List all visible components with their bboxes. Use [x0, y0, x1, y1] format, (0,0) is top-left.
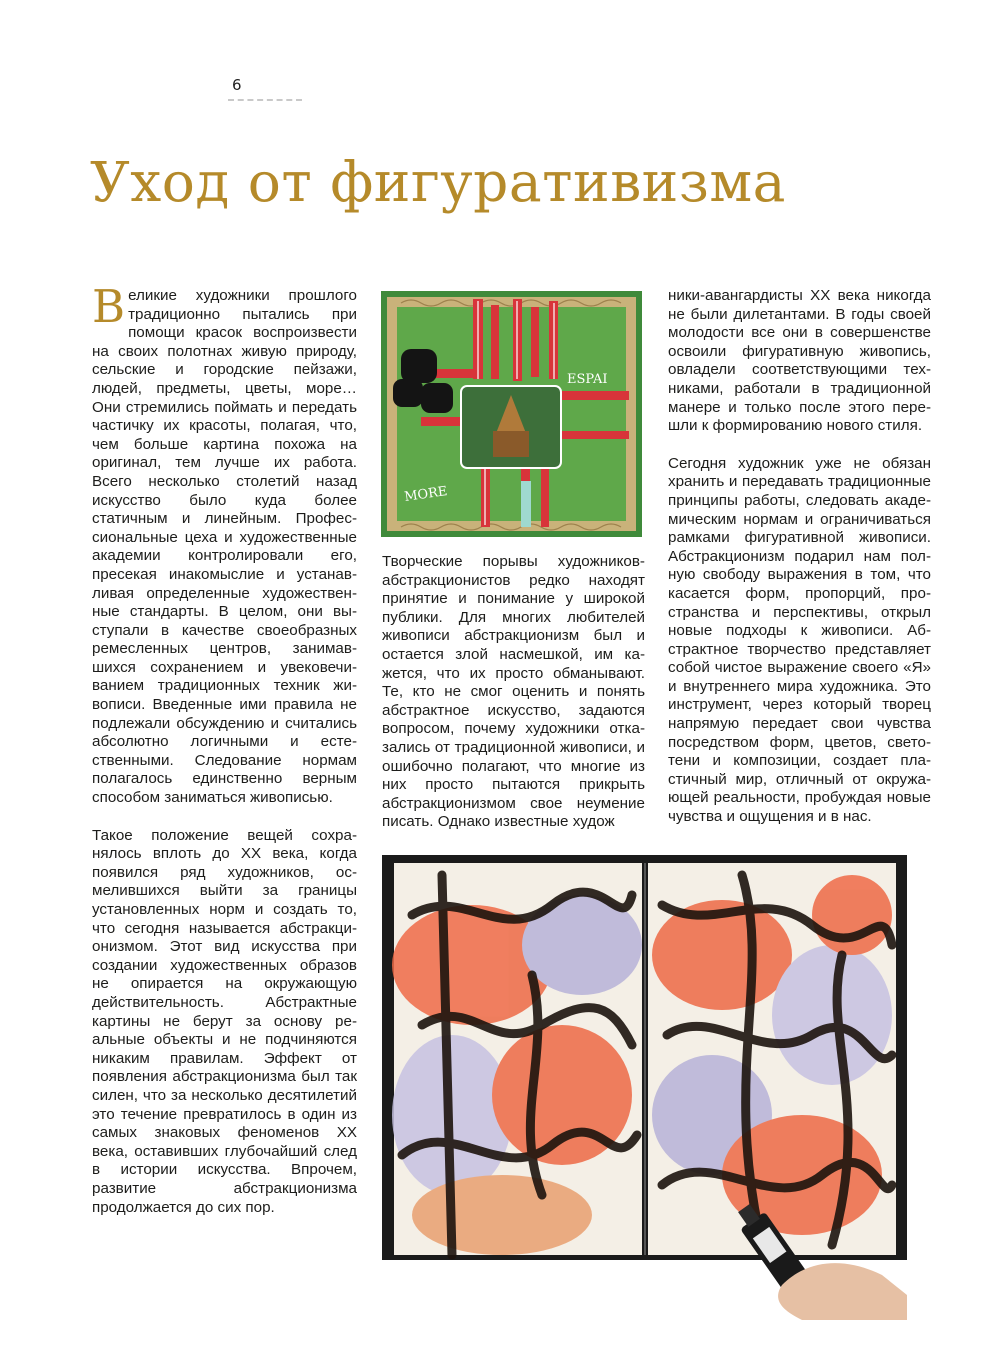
- drop-cap: В: [92, 280, 126, 333]
- paragraph: Творческие порывы художников-абстракционистов редко находят принятие и понимание у широкой публики. Для многих любителей живописи абстракционизм был и остается злой насмешкой, им кажется, что их просто обманывают. Те, кто не смог оценить и понять абстрактное искусство, задаются вопросом, почему художники отказались от традиционной живописи, и ошибочно полагают, что многие из них просто пытаются прикрыть абстракционизмом свое неумение писать. Однако известные худож: [382, 553, 645, 831]
- sketchbook-figure: [382, 855, 907, 1320]
- page-number-rule: [228, 99, 302, 101]
- page-title: Уход от фигуративизма: [90, 150, 786, 214]
- paragraph: ники-авангардисты XX века никогда не были дилетантами. В годы своей молодости все они в совершенстве освоили фигуративную живопись, овладели соответствующими техниками, работали в традиционной манере и только после этого перешли к формированию нового стиля.: [668, 287, 931, 435]
- paragraph: Такое положение вещей сохранялось вплоть до XX века, когда появился ряд художников, осмелившихся выйти за границы установленных норм и создать то, что сегодня называется абстракционизмом. Этот вид искусства при создании художественных образов не опирается на окружающую действительность. Абстрактные картины не берут за основу реальные объекты и не подчиняются никаким правилам. Эффект от появления абстракционизма был так силен, что за несколько десятилетий это течение превратилось в один из самых знаковых феноменов XX века, оставивших глубочайший след в истории искусства. Впрочем, развитие абстракционизма продолжается до сих пор.: [92, 826, 357, 1216]
- text-column-left: [92, 280, 357, 1217]
- paragraph: Сегодня художник уже не обязан хранить и передавать традиционные принципы работы, следовать академическим нормам и ограничиваться рамками фигуративной живописи. Абстракционизм подарил нам полную свободу выражения в том, что касается форм, пропорций, пространства и перспективы, открыл новые подходы к живописи. Абстрактное творчество представляет собой чистое выражение своего «Я» и внутреннего мира художника. Это инструмент, через который творец напрямую передает свои чувства посредством форм, цветов, светотени и композиции, создает пластичный мир, отличный от окружающей реальности, пробуждая новые чувства и ощущения и в нас.: [668, 454, 931, 826]
- paragraph: [92, 280, 357, 808]
- paragraph-text: еликие художники прошлого традиционно пытались при помощи красок воспроизвести на своих полотнах живую природу, сельские и городские пейзажи, людей, предметы, цветы, море… Они стремились поймать и передать частичку их красоты, полагая, что, чем больше картина похожа на оригинал, тем лучше их работа. Всего несколько столетий назад искусство было куда более статичным и линейным. Профессиональные цеха и художественные академии контролировали его, пресекая инакомыслие и устанавливая определенные художественные стандарты. В целом, они выступали в качестве своеобразных ремесленных центров, занимавшихся сохранением и увековечиванием традиционных техник живописи. Введенные ими правила не подлежали обсуждению и считались абсолютно логичными и естественными. Следование нормам полагалось единственно верным способом заниматься живописью.: [92, 287, 357, 807]
- painting-figure: [381, 291, 642, 537]
- text-column-right: [668, 287, 931, 827]
- text-column-middle: [382, 553, 645, 832]
- page-number: 6: [232, 76, 242, 94]
- sketchbook-ink-illustration: [382, 855, 907, 1320]
- painting-text-espai: ESPAI: [567, 372, 608, 387]
- abstract-painting-illustration: [381, 291, 642, 537]
- painting-text-more: MORE: [403, 484, 449, 505]
